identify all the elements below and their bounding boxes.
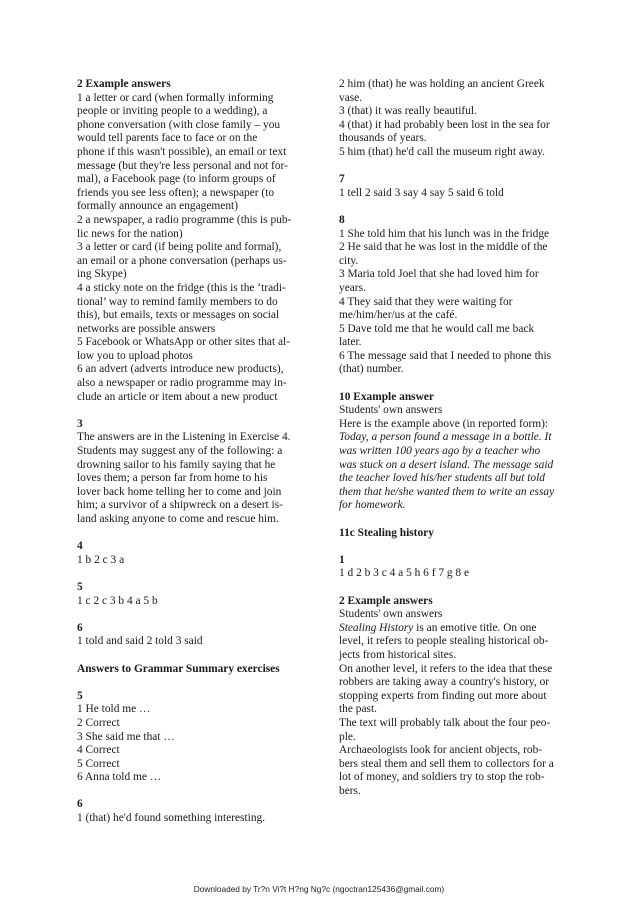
answer-line: 2 He said that he was lost in the middle of the (339, 241, 548, 254)
answer-line: lot of money, and soldiers try to stop the rob- (339, 771, 545, 784)
answer-line: 2 a newspaper, a radio programme (this is pub- (77, 213, 292, 226)
answer-line: later. (339, 336, 362, 349)
answer-line: drowning sailor to his family saying that he (77, 458, 276, 471)
answer-line: tional’ way to remind family members to do (77, 295, 278, 308)
answer-line: ple. (339, 730, 356, 743)
example-answer-line: was written 100 years ago by a teacher who (339, 445, 541, 458)
answer-line: this), but emails, texts or messages on social (77, 309, 280, 322)
answer-line: 1 a letter or card (when formally informing (77, 91, 274, 104)
answer-line: him; a survivor of a shipwreck on a desert is- (77, 499, 283, 512)
section-heading: 5 (77, 689, 83, 702)
answer-line: phone if this wasn't possible), an email or text (77, 145, 287, 158)
title-rest: is an emotive title. On one (413, 621, 537, 634)
answer-line: also a newspaper or radio programme may in- (77, 377, 287, 390)
grammar-summary-heading: Answers to Grammar Summary exercises (77, 662, 280, 675)
answer-line: me/him/her/us at the café. (339, 309, 458, 322)
section-heading: 2 Example answers (77, 78, 171, 90)
answer-line: 2 him (that) he was holding an ancient Greek (339, 78, 545, 90)
answer-line: 4 (that) it had probably been lost in the sea for (339, 118, 550, 131)
answer-line: 5 Dave told me that he would call me back (339, 322, 535, 335)
answer-line: city. (339, 254, 359, 267)
section-heading: 10 Example answer (339, 390, 434, 403)
right-column (339, 78, 564, 798)
section-heading: 8 (339, 213, 345, 226)
answer-line: 1 tell 2 said 3 say 4 say 5 said 6 told (339, 186, 504, 199)
answer-line: 3 (that) it was really beautiful. (339, 105, 477, 118)
answer-line: level, it refers to people stealing historical ob- (339, 635, 549, 648)
answer-line: The answers are in the Listening in Exercise 4. (77, 431, 291, 444)
answer-line: 3 Maria told Joel that she had loved him for (339, 268, 539, 281)
answer-line: the past. (339, 703, 377, 716)
answer-line: vase. (339, 91, 363, 104)
left-column (77, 78, 303, 826)
unit-heading: 11c Stealing history (339, 526, 434, 539)
answer-line: 4 Correct (77, 744, 120, 757)
example-answer-line: them that he/she wanted them to write an essay (339, 485, 555, 498)
answer-line: an email or a phone conversation (perhaps us- (77, 254, 287, 267)
answer-line: years. (339, 281, 366, 294)
answer-line: Students may suggest any of the following: a (77, 445, 283, 458)
answer-line: 4 They said that they were waiting for (339, 295, 513, 308)
answer-line: 3 a letter or card (if being polite and formal), (77, 241, 282, 254)
answer-line: jects from historical sites. (339, 648, 457, 661)
answer-line: friends you see less often); a newspaper (to (77, 186, 275, 199)
example-answer-line: the teacher loved his/her students all but told (339, 472, 545, 485)
answer-line: message (but they're less personal and not for- (77, 159, 288, 172)
example-answer-line: was stuck on a desert island. The message said (339, 458, 554, 471)
answer-line (339, 622, 564, 636)
answer-line: bers steal them and sell them to collectors for a (339, 757, 554, 770)
answer-line: 6 The message said that I needed to phone this (339, 349, 552, 362)
answer-line: lover back home telling her to come and join (77, 485, 282, 498)
title-italic: Stealing History (339, 621, 414, 634)
answer-line: 1 b 2 c 3 a (77, 553, 125, 566)
section-heading: 3 (77, 417, 83, 430)
answer-line: low you to upload photos (77, 349, 193, 362)
section-heading: 6 (77, 798, 83, 811)
answer-line: networks are possible answers (77, 322, 216, 335)
section-heading: 5 (77, 580, 83, 593)
answer-line: would tell parents face to face or on the (77, 132, 258, 145)
answer-line: ing Skype) (77, 268, 127, 281)
answer-line: Students' own answers (339, 404, 443, 417)
answer-line: people or inviting people to a wedding), a (77, 105, 268, 118)
example-answer-line: for homework. (339, 499, 406, 512)
section-heading: 2 Example answers (339, 594, 433, 607)
answer-line: thousands of years. (339, 132, 427, 145)
answer-line: bers. (339, 784, 361, 797)
download-footer: Downloaded by Tr?n Vi?t H?ng Ng?c (ngoctran125436@gmail.com) (193, 884, 445, 894)
answer-line: loves them; a person far from home to his (77, 472, 268, 485)
answer-line: 1 c 2 c 3 b 4 a 5 b (77, 594, 158, 607)
answer-line: 1 (that) he'd found something interesting. (77, 812, 266, 825)
answer-line: The text will probably talk about the four peo- (339, 716, 551, 729)
answer-line: Here is the example above (in reported form): (339, 417, 549, 430)
answer-line: (that) number. (339, 363, 404, 376)
answer-line: mal), a Facebook page (to inform groups of (77, 173, 276, 186)
answer-line: clude an article or item about a new product (77, 390, 278, 403)
answer-line: 1 He told me … (77, 703, 151, 716)
answer-line: 3 She said me that … (77, 730, 175, 743)
section-heading: 7 (339, 173, 345, 186)
answer-line: robbers are taking away a country's history, or (339, 676, 550, 689)
answer-line: On another level, it refers to the idea that these (339, 662, 553, 675)
answer-line: 4 a sticky note on the fridge (this is the ‘tradi- (77, 281, 286, 294)
answer-line: 1 She told him that his lunch was in the fridge (339, 227, 550, 240)
answer-line: 5 him (that) he'd call the museum right away. (339, 145, 545, 158)
answer-line: 5 Correct (77, 757, 120, 770)
answer-line: phone conversation (with close family – you (77, 118, 281, 131)
answer-line: 6 Anna told me … (77, 771, 162, 784)
section-heading: 1 (339, 553, 345, 566)
answer-line: land asking anyone to come and rescue him. (77, 513, 279, 525)
answer-line: lic news for the nation) (77, 227, 183, 240)
answer-line: formally announce an engagement) (77, 200, 238, 213)
answer-line: 1 told and said 2 told 3 said (77, 635, 203, 648)
example-answer-line: Today, a person found a message in a bottle. It (339, 431, 552, 444)
answer-line: 6 an advert (adverts introduce new products), (77, 363, 284, 376)
answer-line: Students' own answers (339, 608, 443, 621)
section-heading: 6 (77, 621, 83, 634)
answer-line: Archaeologists look for ancient objects, rob- (339, 744, 543, 757)
section-heading: 4 (77, 540, 83, 553)
answer-line: 5 Facebook or WhatsApp or other sites that al- (77, 336, 290, 349)
answer-line: stopping experts from finding out more about (339, 689, 547, 702)
answer-line: 1 d 2 b 3 c 4 a 5 h 6 f 7 g 8 e (339, 567, 470, 580)
answer-line: 2 Correct (77, 716, 120, 729)
